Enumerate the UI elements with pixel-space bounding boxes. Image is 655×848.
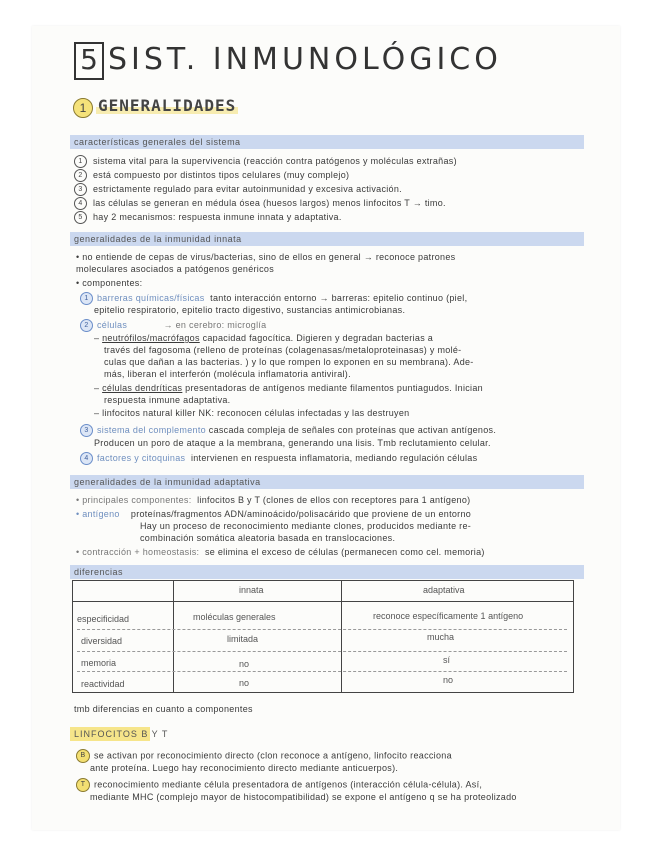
- row-divider: [77, 671, 567, 672]
- text-line: combinación somática aleatoria basada en translocaciones.: [140, 533, 396, 543]
- list-item: 3 estrictamente regulado para evitar autoinmunidad y excesiva activación.: [74, 183, 402, 196]
- table-divider: [341, 581, 342, 692]
- table-row-label: diversidad: [81, 636, 123, 646]
- table-cell: limitada: [227, 634, 259, 644]
- table-row-label: especificidad: [77, 614, 130, 624]
- list-item: 4 las células se generan en médula ósea (huesos largos) menos linfocitos T → timo.: [74, 197, 446, 210]
- text-line: tmb diferencias en cuanto a componentes: [74, 704, 253, 714]
- text-line: epitelio respiratorio, epitelio tracto digestivo, sustancias antimicrobianas.: [94, 305, 406, 315]
- text-line: Hay un proceso de reconocimiento mediante clones, producidos mediante re-: [140, 521, 472, 531]
- list-item: 1 sistema vital para la supervivencia (reacción contra patógenos y moléculas extrañas): [74, 155, 457, 168]
- heading-band-innata: [70, 232, 584, 246]
- table-header-innata: innata: [239, 585, 264, 595]
- table-cell: mucha: [427, 632, 455, 642]
- table-divider: [73, 601, 573, 602]
- list-item: 2 está compuesto por distintos tipos celulares (muy complejo): [74, 169, 349, 182]
- componentes-line: • principales componentes: linfocitos B y T (clones de ellos con receptores para 1 antígeno): [76, 495, 471, 505]
- list-item: 5 hay 2 mecanismos: respuesta inmune innata y adaptativa.: [74, 211, 342, 224]
- heading-band-general: [70, 135, 584, 149]
- linfocitos-t-line: T reconocimiento mediante célula presentadora de antígenos (interacción célula-célula). Así,: [76, 778, 482, 792]
- row-divider: [77, 651, 567, 652]
- table-cell: sí: [443, 655, 451, 665]
- text-line: Producen un poro de ataque a la membrana, generando una lisis. Tmb reclutamiento celular.: [94, 438, 491, 448]
- table-cell: no: [443, 675, 454, 685]
- row-divider: [77, 629, 567, 630]
- text-line: mediante MHC (complejo mayor de histocompatibilidad) se expone el antígeno q se ha proteolizado: [90, 792, 517, 802]
- neutrofilos-line: – neutrófilos/macrófagos capacidad fagocítica. Digieren y degradan bacterias a: [94, 333, 434, 343]
- page-title: SIST. INMUNOLÓGICO: [108, 42, 502, 77]
- table-row-label: memoria: [81, 658, 117, 668]
- celulas-line: 2 células → en cerebro: microglía: [80, 319, 266, 332]
- heading-band-adaptativa: [70, 475, 584, 489]
- section-number-badge: 1: [73, 98, 93, 118]
- text-line: más, liberan el interferón (molécula inflamatoria antiviral).: [104, 369, 351, 379]
- table-row-label: reactividad: [81, 679, 125, 689]
- text-line: través del fagosoma (relleno de proteínas (colagenasas/metaloproteinasas) y molé-: [104, 345, 462, 355]
- text-line: respuesta inmune adaptativa.: [104, 395, 231, 405]
- chapter-number-box: [74, 42, 104, 80]
- heading-band-diferencias: [70, 565, 584, 579]
- table-cell: no: [239, 678, 250, 688]
- table-header-adaptativa: adaptativa: [423, 585, 465, 595]
- text-line: ante proteína. Luego hay reconocimiento directo mediante anticuerpos).: [90, 763, 399, 773]
- text-line: moleculares asociados a patógenos genéricos: [76, 264, 275, 274]
- dendriticas-line: – células dendríticas presentadoras de antígenos mediante filamentos puntiagudos. Inician: [94, 383, 483, 393]
- heading-band-innata-text: generalidades de la inmunidad innata: [74, 234, 242, 244]
- nk-line: – linfocitos natural killer NK: reconocen células infectadas y las destruyen: [94, 408, 410, 418]
- contraccion-line: • contracción + homeostasis: se elimina el exceso de células (permanecen como cel. memoria): [76, 547, 485, 557]
- table-divider: [173, 581, 174, 692]
- chapter-number: 5: [80, 43, 98, 76]
- heading-band-diferencias-text: diferencias: [74, 567, 124, 577]
- heading-band-general-text: características generales del sistema: [74, 137, 241, 147]
- table-cell: moléculas generales: [193, 612, 276, 622]
- table-cell: reconoce específicamente 1 antígeno: [373, 611, 524, 621]
- heading-band-linfocitos-text: LINFOCITOS B Y T: [74, 729, 169, 739]
- complemento-line: 3 sistema del complemento cascada compleja de señales con proteínas que activan antígenos.: [80, 424, 496, 437]
- text-line: • no entiende de cepas de virus/bacterias, sino de ellos en general → reconoce patrones: [76, 252, 456, 262]
- text-line: culas que dañan a las bacterias. ) y lo que rompen lo exponen en su membrana). Ade-: [104, 357, 474, 367]
- antigeno-line: • antígeno proteínas/fragmentos ADN/aminoácido/polisacárido que proviene de un entorno: [76, 509, 472, 519]
- heading-band-linfocitos: [70, 727, 169, 741]
- linfocitos-b-line: B se activan por reconocimiento directo (clon reconoce a antígeno, linfocito reacciona: [76, 749, 452, 763]
- section-title: GENERALIDADES: [98, 96, 237, 115]
- table-cell: no: [239, 659, 250, 669]
- heading-band-adaptativa-text: generalidades de la inmunidad adaptativa: [74, 477, 261, 487]
- barreras-line: 1 barreras químicas/físicas tanto interacción entorno → barreras: epitelio continuo (piel,: [80, 292, 467, 305]
- text-line: • componentes:: [76, 278, 143, 288]
- comparison-table: [72, 580, 574, 693]
- factores-line: 4 factores y citoquinas intervienen en respuesta inflamatoria, mediando regulación células: [80, 452, 477, 465]
